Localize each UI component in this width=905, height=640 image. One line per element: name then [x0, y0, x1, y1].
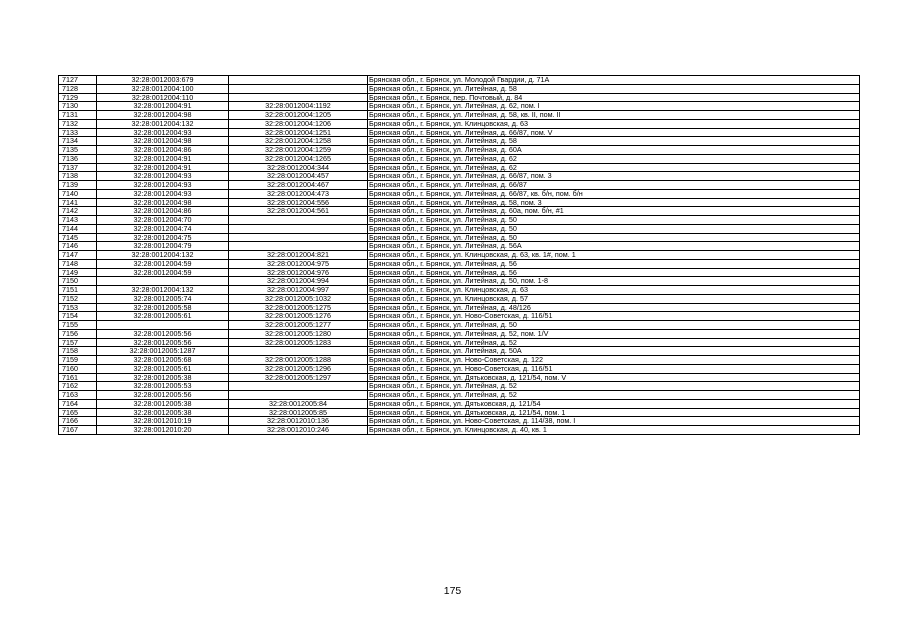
object-cadastral-number-cell: 32:28:0012004:975: [229, 259, 368, 268]
land-cadastral-number-cell: 32:28:0012005:58: [97, 303, 229, 312]
object-cadastral-number-cell: 32:28:0012005:1288: [229, 356, 368, 365]
table-row: [59, 399, 860, 408]
object-cadastral-number-cell: [229, 224, 368, 233]
address-cell: Брянская обл., г. Брянск, ул. Литейная, д. 66/87: [368, 181, 860, 190]
table-row: [59, 382, 860, 391]
object-cadastral-number-cell: 32:28:0012004:1251: [229, 128, 368, 137]
land-cadastral-number-cell: 32:28:0012005:38: [97, 399, 229, 408]
row-number-cell: 7135: [59, 146, 97, 155]
land-cadastral-number-cell: 32:28:0012004:132: [97, 251, 229, 260]
row-number-cell: 7151: [59, 286, 97, 295]
row-number-cell: 7138: [59, 172, 97, 181]
table-row: [59, 207, 860, 216]
table-row: [59, 338, 860, 347]
address-cell: Брянская обл., г. Брянск, ул. Литейная, д. 50, пом. 1-8: [368, 277, 860, 286]
land-cadastral-number-cell: 32:28:0012004:110: [97, 93, 229, 102]
row-number-cell: 7163: [59, 391, 97, 400]
row-number-cell: 7166: [59, 417, 97, 426]
table-row: [59, 119, 860, 128]
row-number-cell: 7140: [59, 189, 97, 198]
land-cadastral-number-cell: 32:28:0012004:75: [97, 233, 229, 242]
object-cadastral-number-cell: 32:28:0012004:821: [229, 251, 368, 260]
table-row: [59, 259, 860, 268]
row-number-cell: 7164: [59, 399, 97, 408]
row-number-cell: 7150: [59, 277, 97, 286]
address-cell: Брянская обл., г. Брянск, ул. Ново-Советская, д. 122: [368, 356, 860, 365]
table-row: [59, 84, 860, 93]
table-row: [59, 329, 860, 338]
land-cadastral-number-cell: 32:28:0012004:86: [97, 146, 229, 155]
table-row: [59, 216, 860, 225]
land-cadastral-number-cell: 32:28:0012004:91: [97, 163, 229, 172]
object-cadastral-number-cell: [229, 93, 368, 102]
object-cadastral-number-cell: 32:28:0012005:1280: [229, 329, 368, 338]
land-cadastral-number-cell: 32:28:0012004:59: [97, 259, 229, 268]
land-cadastral-number-cell: 32:28:0012005:38: [97, 373, 229, 382]
object-cadastral-number-cell: [229, 391, 368, 400]
row-number-cell: 7127: [59, 76, 97, 85]
address-cell: Брянская обл., г. Брянск, ул. Клинцовская, д. 40, кв. 1: [368, 426, 860, 435]
object-cadastral-number-cell: 32:28:0012005:1275: [229, 303, 368, 312]
table-row: [59, 198, 860, 207]
object-cadastral-number-cell: 32:28:0012004:1265: [229, 154, 368, 163]
table-row: [59, 426, 860, 435]
object-cadastral-number-cell: 32:28:0012004:997: [229, 286, 368, 295]
table-row: [59, 172, 860, 181]
land-cadastral-number-cell: 32:28:0012005:1287: [97, 347, 229, 356]
table-row: [59, 154, 860, 163]
table-row: [59, 321, 860, 330]
land-cadastral-number-cell: 32:28:0012004:86: [97, 207, 229, 216]
row-number-cell: 7152: [59, 294, 97, 303]
row-number-cell: 7165: [59, 408, 97, 417]
object-cadastral-number-cell: 32:28:0012010:136: [229, 417, 368, 426]
address-cell: Брянская обл., г. Брянск, ул. Литейная, д. 62: [368, 154, 860, 163]
land-cadastral-number-cell: 32:28:0012005:56: [97, 338, 229, 347]
table-row: [59, 146, 860, 155]
object-cadastral-number-cell: 32:28:0012004:994: [229, 277, 368, 286]
row-number-cell: 7145: [59, 233, 97, 242]
row-number-cell: 7142: [59, 207, 97, 216]
object-cadastral-number-cell: [229, 233, 368, 242]
row-number-cell: 7133: [59, 128, 97, 137]
address-cell: Брянская обл., г. Брянск, ул. Литейная, д. 52: [368, 338, 860, 347]
address-cell: Брянская обл., г. Брянск, ул. Литейная, д. 50: [368, 321, 860, 330]
address-cell: Брянская обл., г. Брянск, ул. Молодой Гвардии, д. 71А: [368, 76, 860, 85]
address-cell: Брянская обл., г. Брянск, ул. Литейная, д. 66/87, кв. б/н, пом. б/н: [368, 189, 860, 198]
object-cadastral-number-cell: 32:28:0012004:976: [229, 268, 368, 277]
table-row: [59, 286, 860, 295]
row-number-cell: 7134: [59, 137, 97, 146]
table-row: [59, 233, 860, 242]
land-cadastral-number-cell: 32:28:0012004:98: [97, 137, 229, 146]
address-cell: Брянская обл., г. Брянск, ул. Литейная, д. 60а, пом. б/н, #1: [368, 207, 860, 216]
address-cell: Брянская обл., г. Брянск, ул. Литейная, д. 52, пом. 1/V: [368, 329, 860, 338]
object-cadastral-number-cell: 32:28:0012005:84: [229, 399, 368, 408]
row-number-cell: 7131: [59, 111, 97, 120]
address-cell: Брянская обл., г. Брянск, ул. Литейная, д. 52: [368, 391, 860, 400]
land-cadastral-number-cell: 32:28:0012004:98: [97, 111, 229, 120]
land-cadastral-number-cell: 32:28:0012004:91: [97, 154, 229, 163]
address-cell: Брянская обл., г. Брянск, ул. Литейная, д. 58: [368, 137, 860, 146]
row-number-cell: 7147: [59, 251, 97, 260]
object-cadastral-number-cell: 32:28:0012004:1259: [229, 146, 368, 155]
address-cell: Брянская обл., г. Брянск, ул. Ново-Советская, д. 116/51: [368, 364, 860, 373]
land-cadastral-number-cell: 32:28:0012004:79: [97, 242, 229, 251]
row-number-cell: 7128: [59, 84, 97, 93]
table-row: [59, 294, 860, 303]
table-row: [59, 189, 860, 198]
land-cadastral-number-cell: 32:28:0012004:59: [97, 268, 229, 277]
row-number-cell: 7130: [59, 102, 97, 111]
table-row: [59, 364, 860, 373]
land-cadastral-number-cell: 32:28:0012004:132: [97, 119, 229, 128]
land-cadastral-number-cell: 32:28:0012005:38: [97, 408, 229, 417]
land-cadastral-number-cell: 32:28:0012004:70: [97, 216, 229, 225]
land-cadastral-number-cell: 32:28:0012010:20: [97, 426, 229, 435]
object-cadastral-number-cell: [229, 347, 368, 356]
object-cadastral-number-cell: [229, 76, 368, 85]
table-row: [59, 181, 860, 190]
table-row: [59, 303, 860, 312]
address-cell: Брянская обл., г. Брянск, ул. Клинцовская, д. 63, кв. 1#, пом. 1: [368, 251, 860, 260]
object-cadastral-number-cell: 32:28:0012005:1283: [229, 338, 368, 347]
table-row: [59, 373, 860, 382]
land-cadastral-number-cell: 32:28:0012005:61: [97, 364, 229, 373]
land-cadastral-number-cell: 32:28:0012004:93: [97, 181, 229, 190]
land-cadastral-number-cell: 32:28:0012004:93: [97, 172, 229, 181]
row-number-cell: 7148: [59, 259, 97, 268]
table-row: [59, 251, 860, 260]
object-cadastral-number-cell: 32:28:0012004:457: [229, 172, 368, 181]
address-cell: Брянская обл., г. Брянск, ул. Литейная, д. 58, пом. 3: [368, 198, 860, 207]
land-cadastral-number-cell: 32:28:0012005:53: [97, 382, 229, 391]
row-number-cell: 7154: [59, 312, 97, 321]
table-row: [59, 391, 860, 400]
address-cell: Брянская обл., г. Брянск, ул. Клинцовская, д. 57: [368, 294, 860, 303]
address-cell: Брянская обл., г. Брянск, пер. Почтовый, д. 84: [368, 93, 860, 102]
table-row: [59, 76, 860, 85]
table-row: [59, 408, 860, 417]
row-number-cell: 7157: [59, 338, 97, 347]
address-cell: Брянская обл., г. Брянск, ул. Литейная, д. 50А: [368, 347, 860, 356]
object-cadastral-number-cell: 32:28:0012004:344: [229, 163, 368, 172]
table-body: [59, 76, 860, 435]
address-cell: Брянская обл., г. Брянск, ул. Литейная, д. 56: [368, 259, 860, 268]
row-number-cell: 7144: [59, 224, 97, 233]
object-cadastral-number-cell: [229, 84, 368, 93]
table-row: [59, 277, 860, 286]
address-cell: Брянская обл., г. Брянск, ул. Клинцовская, д. 63: [368, 119, 860, 128]
land-cadastral-number-cell: 32:28:0012005:61: [97, 312, 229, 321]
address-cell: Брянская обл., г. Брянск, ул. Литейная, д. 66/87, пом. V: [368, 128, 860, 137]
land-cadastral-number-cell: 32:28:0012005:74: [97, 294, 229, 303]
table-row: [59, 93, 860, 102]
table-row: [59, 111, 860, 120]
row-number-cell: 7149: [59, 268, 97, 277]
address-cell: Брянская обл., г. Брянск, ул. Дятьковская, д. 121/54, пом. 1: [368, 408, 860, 417]
address-cell: Брянская обл., г. Брянск, ул. Литейная, д. 66/87, пом. 3: [368, 172, 860, 181]
address-cell: Брянская обл., г. Брянск, ул. Литейная, д. 56А: [368, 242, 860, 251]
land-cadastral-number-cell: 32:28:0012005:56: [97, 329, 229, 338]
land-cadastral-number-cell: 32:28:0012004:98: [97, 198, 229, 207]
table-row: [59, 312, 860, 321]
address-cell: Брянская обл., г. Брянск, ул. Литейная, д. 50: [368, 216, 860, 225]
address-cell: Брянская обл., г. Брянск, ул. Литейная, д. 48/126: [368, 303, 860, 312]
object-cadastral-number-cell: 32:28:0012005:1276: [229, 312, 368, 321]
land-cadastral-number-cell: 32:28:0012004:93: [97, 128, 229, 137]
address-cell: Брянская обл., г. Брянск, ул. Литейная, д. 50: [368, 233, 860, 242]
object-cadastral-number-cell: 32:28:0012004:1258: [229, 137, 368, 146]
object-cadastral-number-cell: [229, 382, 368, 391]
address-cell: Брянская обл., г. Брянск, ул. Клинцовская, д. 63: [368, 286, 860, 295]
row-number-cell: 7146: [59, 242, 97, 251]
object-cadastral-number-cell: 32:28:0012004:1206: [229, 119, 368, 128]
row-number-cell: 7161: [59, 373, 97, 382]
object-cadastral-number-cell: 32:28:0012004:556: [229, 198, 368, 207]
row-number-cell: 7139: [59, 181, 97, 190]
row-number-cell: 7155: [59, 321, 97, 330]
land-cadastral-number-cell: 32:28:0012005:68: [97, 356, 229, 365]
object-cadastral-number-cell: 32:28:0012004:1205: [229, 111, 368, 120]
table-row: [59, 347, 860, 356]
table-row: [59, 137, 860, 146]
row-number-cell: 7162: [59, 382, 97, 391]
table-row: [59, 224, 860, 233]
address-cell: Брянская обл., г. Брянск, ул. Литейная, д. 56: [368, 268, 860, 277]
land-cadastral-number-cell: 32:28:0012004:100: [97, 84, 229, 93]
land-cadastral-number-cell: 32:28:0012004:132: [97, 286, 229, 295]
row-number-cell: 7158: [59, 347, 97, 356]
land-cadastral-number-cell: [97, 277, 229, 286]
row-number-cell: 7156: [59, 329, 97, 338]
object-cadastral-number-cell: 32:28:0012005:1297: [229, 373, 368, 382]
table-row: [59, 163, 860, 172]
object-cadastral-number-cell: 32:28:0012010:246: [229, 426, 368, 435]
object-cadastral-number-cell: 32:28:0012005:1277: [229, 321, 368, 330]
row-number-cell: 7143: [59, 216, 97, 225]
land-cadastral-number-cell: 32:28:0012004:74: [97, 224, 229, 233]
address-cell: Брянская обл., г. Брянск, ул. Дятьковская, д. 121/54, пом. V: [368, 373, 860, 382]
object-cadastral-number-cell: 32:28:0012005:1032: [229, 294, 368, 303]
row-number-cell: 7132: [59, 119, 97, 128]
address-cell: Брянская обл., г. Брянск, ул. Литейная, д. 62, пом. I: [368, 102, 860, 111]
cadastral-table: [58, 75, 860, 435]
land-cadastral-number-cell: 32:28:0012004:93: [97, 189, 229, 198]
table-row: [59, 102, 860, 111]
row-number-cell: 7136: [59, 154, 97, 163]
table-row: [59, 242, 860, 251]
address-cell: Брянская обл., г. Брянск, ул. Литейная, д. 62: [368, 163, 860, 172]
object-cadastral-number-cell: 32:28:0012004:467: [229, 181, 368, 190]
address-cell: Брянская обл., г. Брянск, ул. Ново-Советская, д. 114/38, пом. I: [368, 417, 860, 426]
address-cell: Брянская обл., г. Брянск, ул. Литейная, д. 60А: [368, 146, 860, 155]
table-row: [59, 356, 860, 365]
table-row: [59, 128, 860, 137]
object-cadastral-number-cell: 32:28:0012005:85: [229, 408, 368, 417]
object-cadastral-number-cell: 32:28:0012004:561: [229, 207, 368, 216]
address-cell: Брянская обл., г. Брянск, ул. Ново-Советская, д. 116/51: [368, 312, 860, 321]
page-number: 175: [443, 585, 462, 597]
object-cadastral-number-cell: 32:28:0012004:1192: [229, 102, 368, 111]
land-cadastral-number-cell: 32:28:0012004:91: [97, 102, 229, 111]
object-cadastral-number-cell: [229, 216, 368, 225]
address-cell: Брянская обл., г. Брянск, ул. Литейная, д. 58: [368, 84, 860, 93]
row-number-cell: 7141: [59, 198, 97, 207]
row-number-cell: 7137: [59, 163, 97, 172]
land-cadastral-number-cell: 32:28:0012005:56: [97, 391, 229, 400]
table-row: [59, 417, 860, 426]
row-number-cell: 7153: [59, 303, 97, 312]
row-number-cell: 7167: [59, 426, 97, 435]
land-cadastral-number-cell: 32:28:0012003:679: [97, 76, 229, 85]
land-cadastral-number-cell: 32:28:0012010:19: [97, 417, 229, 426]
address-cell: Брянская обл., г. Брянск, ул. Литейная, д. 52: [368, 382, 860, 391]
row-number-cell: 7159: [59, 356, 97, 365]
object-cadastral-number-cell: 32:28:0012005:1296: [229, 364, 368, 373]
land-cadastral-number-cell: [97, 321, 229, 330]
object-cadastral-number-cell: [229, 242, 368, 251]
address-cell: Брянская обл., г. Брянск, ул. Литейная, д. 50: [368, 224, 860, 233]
row-number-cell: 7129: [59, 93, 97, 102]
object-cadastral-number-cell: 32:28:0012004:473: [229, 189, 368, 198]
table-row: [59, 268, 860, 277]
row-number-cell: 7160: [59, 364, 97, 373]
address-cell: Брянская обл., г. Брянск, ул. Литейная, д. 58, кв. II, пом. II: [368, 111, 860, 120]
address-cell: Брянская обл., г. Брянск, ул. Дятьковская, д. 121/54: [368, 399, 860, 408]
